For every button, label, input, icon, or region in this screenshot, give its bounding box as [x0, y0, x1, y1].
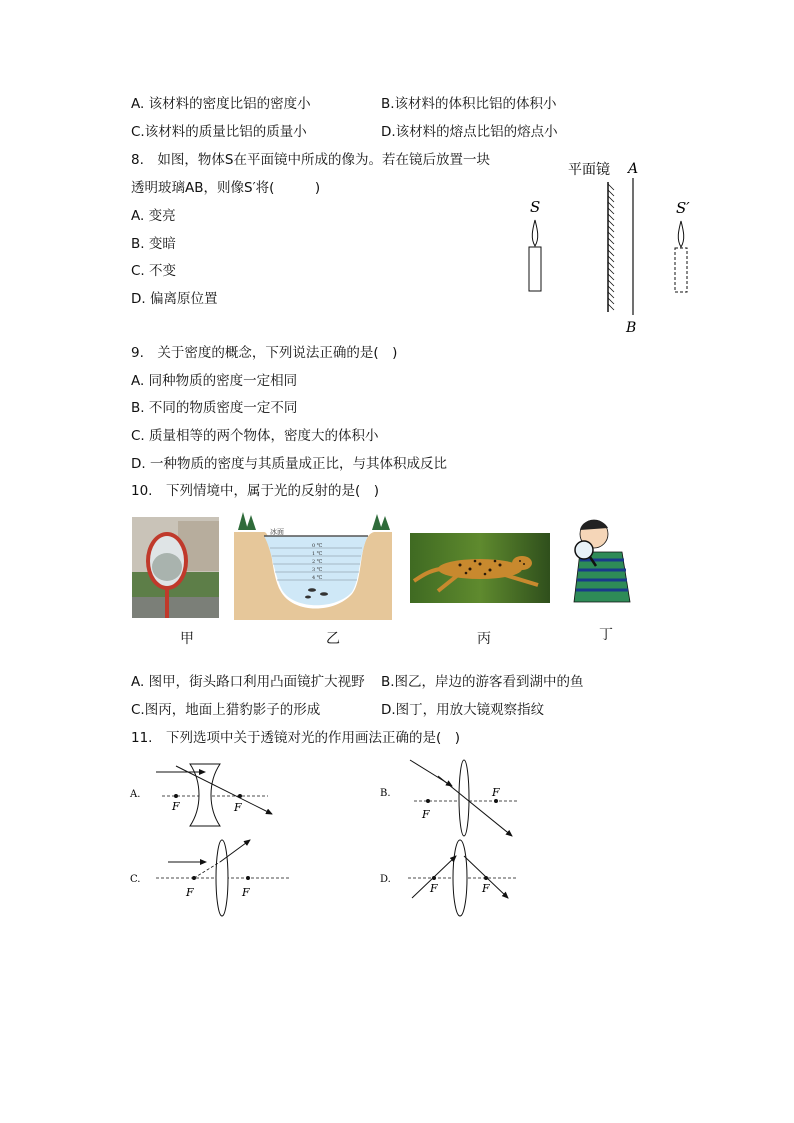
caption-ding: 丁 — [599, 627, 613, 643]
q8-option-b: B. 变暗 — [131, 236, 176, 252]
focus-label: F — [186, 886, 194, 899]
focus-label: F — [234, 801, 242, 814]
q8-stem-line1: 8. 如图，物体S在平面镜中所成的像为。若在镜后放置一块 — [131, 152, 490, 168]
photo-cheetah — [410, 533, 550, 603]
q7-option-a: A. 该材料的密度比铝的密度小 — [131, 96, 311, 112]
q9-option-c: C. 质量相等的两个物体，密度大的体积小 — [131, 428, 379, 444]
lens-diagram-d — [378, 836, 528, 920]
concave-lens-icon — [190, 764, 220, 826]
q10-option-b: B.图乙，岸边的游客看到湖中的鱼 — [381, 674, 584, 690]
q9-option-d: D. 一种物质的密度与其质量成正比，与其体积成反比 — [131, 456, 447, 472]
lens-diagram-b — [378, 756, 528, 840]
q9-stem: 9. 关于密度的概念，下列说法正确的是( ) — [131, 345, 398, 361]
mirror-label: 平面镜 — [568, 162, 610, 178]
candle-flame-icon — [532, 220, 537, 246]
temp-label: 2 ℃ — [312, 559, 323, 565]
image-flame-icon — [678, 221, 683, 247]
focus-label: F — [422, 808, 430, 821]
option-letter-b: B. — [380, 788, 391, 799]
q9-option-a: A. 同种物质的密度一定相同 — [131, 373, 298, 389]
q11-stem: 11. 下列选项中关于透镜对光的作用画法正确的是( ) — [131, 730, 461, 746]
caption-bing: 丙 — [477, 631, 491, 647]
convex-lens-icon — [459, 760, 469, 836]
label-b: B — [626, 320, 637, 336]
focus-label: F — [172, 800, 180, 813]
caption-jia: 甲 — [180, 631, 194, 647]
boy-magnifier-figure — [566, 512, 636, 604]
q7-option-b: B.该材料的体积比铝的体积小 — [381, 96, 557, 112]
focus-label: F — [482, 882, 490, 895]
mirror-candle-figure — [520, 150, 710, 340]
focus-label: F — [492, 786, 500, 799]
q10-option-a: A. 图甲，街头路口利用凸面镜扩大视野 — [131, 674, 365, 690]
candle-body — [529, 247, 541, 291]
tree-icon — [372, 514, 390, 530]
temp-label: 1 ℃ — [312, 551, 323, 557]
option-letter-a: A. — [130, 789, 141, 800]
q8-stem-line2: 透明玻璃AB，则像S′将( ) — [131, 180, 321, 196]
magnifier-icon — [575, 541, 593, 559]
tree-icon — [238, 512, 256, 530]
photo-convex-mirror — [132, 517, 219, 618]
convex-lens-icon — [453, 840, 467, 916]
q8-option-a: A. 变亮 — [131, 208, 176, 224]
lens-diagram-a — [128, 758, 278, 834]
q8-option-d: D. 偏离原位置 — [131, 291, 218, 307]
convex-lens-icon — [216, 840, 228, 916]
q8-option-c: C. 不变 — [131, 263, 177, 279]
focus-label: F — [430, 882, 438, 895]
lens-diagram-c — [128, 836, 298, 920]
temp-label: 4 ℃ — [312, 575, 323, 581]
candle-image-body — [675, 248, 687, 292]
temp-label: 3 ℃ — [312, 567, 323, 573]
q10-stem: 10. 下列情境中，属于光的反射的是( ) — [131, 483, 380, 499]
q9-option-b: B. 不同的物质密度一定不同 — [131, 400, 298, 416]
q7-option-d: D.该材料的熔点比铝的熔点小 — [381, 124, 558, 140]
option-letter-c: C. — [130, 874, 141, 885]
option-letter-d: D. — [380, 874, 391, 885]
q7-option-c: C.该材料的质量比铝的质量小 — [131, 124, 307, 140]
q10-option-c: C.图丙，地面上猎豹影子的形成 — [131, 702, 321, 718]
label-a: A — [628, 161, 639, 177]
label-s: S — [530, 198, 541, 216]
q10-option-d: D.图丁，用放大镜观察指纹 — [381, 702, 545, 718]
mirror-hatch — [608, 184, 614, 310]
lake-ice-label: 冰面 — [270, 528, 284, 536]
label-s-image: S′ — [676, 199, 690, 217]
lake-diagram — [234, 510, 392, 620]
focus-label: F — [242, 886, 250, 899]
temp-label: 0 ℃ — [312, 543, 323, 549]
caption-yi: 乙 — [326, 631, 340, 647]
